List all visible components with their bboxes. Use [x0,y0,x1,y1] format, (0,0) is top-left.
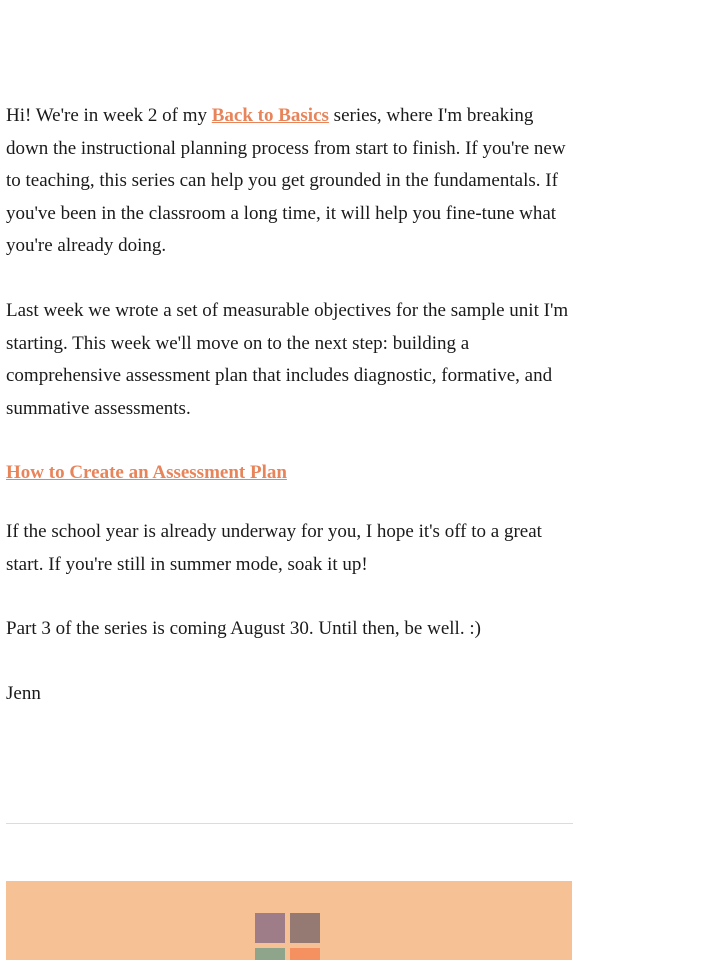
signature: Jenn [6,682,41,704]
logo-square-top-right [290,913,320,943]
brand-logo[interactable] [255,913,321,960]
footer-divider [6,823,573,824]
back-to-basics-link[interactable]: Back to Basics [211,105,329,126]
logo-square-bottom-right [290,948,320,960]
logo-square-bottom-left [255,948,285,960]
logo-square-top-left [255,913,285,943]
school-year-paragraph: If the school year is already underway for you, I hope it's off to a great start. If you're still in summer mode, soak it up! [6,520,542,575]
intro-paragraph [6,100,576,263]
part-three-paragraph: Part 3 of the series is coming August 30. Until then, be well. :) [6,618,481,640]
intro-text-before: Hi! We're in week 2 of my [6,105,212,126]
article-link-paragraph [6,457,576,490]
footer-banner [6,881,572,960]
email-body [6,100,576,710]
objectives-paragraph: Last week we wrote a set of measurable objectives for the sample unit I'm starting. This week we'll move on to the next step: building a comprehensive assessment plan that includes diagnostic, formative, and summative assessments. [6,299,569,419]
intro-text-after: series, where I'm breaking down the instructional planning process from start to finish. If you're new to teaching, this series can help you get grounded in the fundamentals. If you've been in the classroom a long time, it will help you fine-tune what you're already doing. [6,105,566,257]
assessment-plan-link[interactable]: How to Create an Assessment Plan [6,462,287,484]
